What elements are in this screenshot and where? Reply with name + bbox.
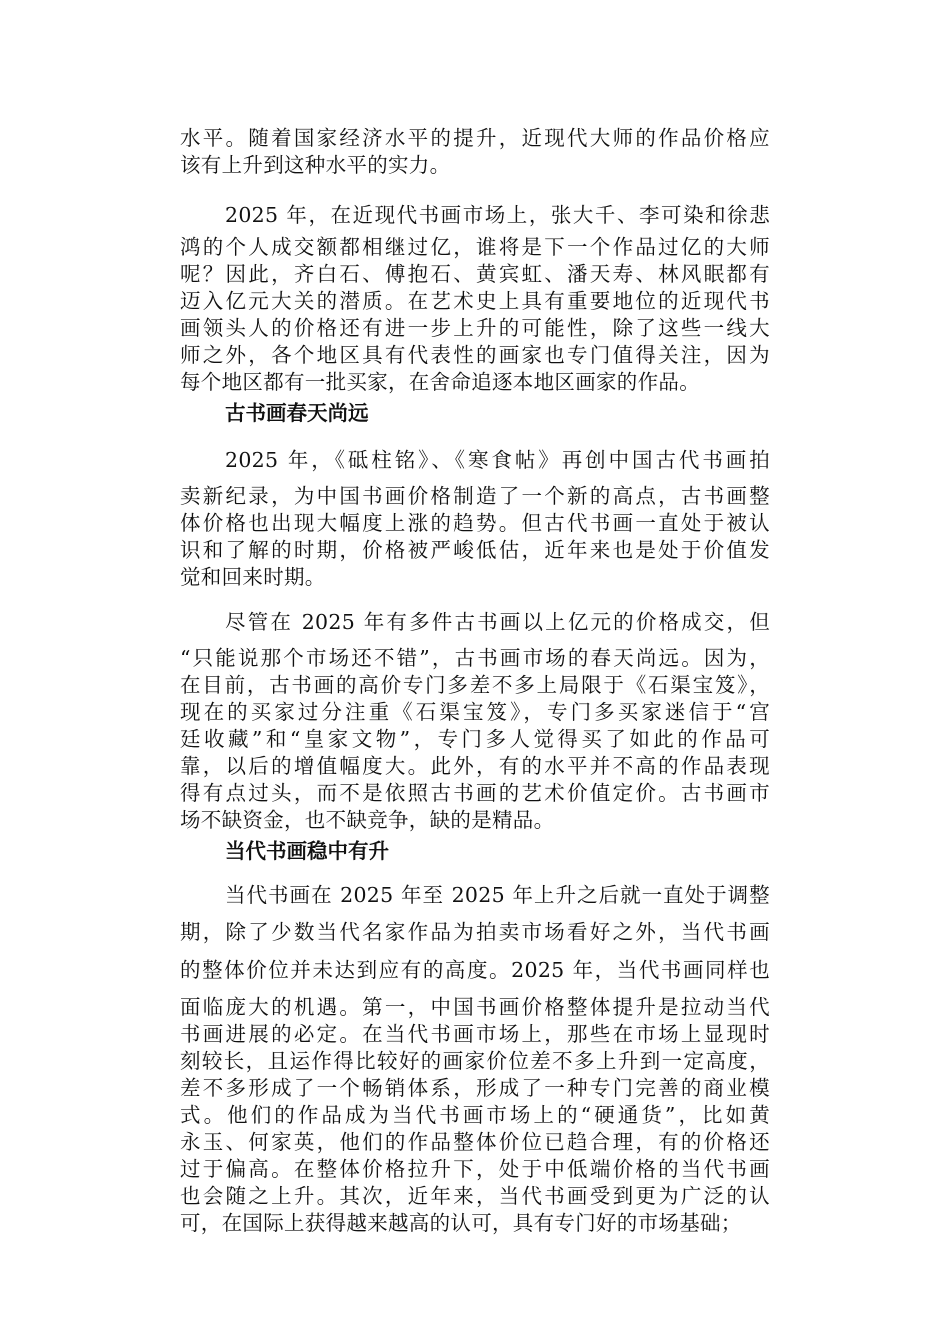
text-line: 过于偏高。在整体价格拉升下，处于中低端价格的当代书画 bbox=[180, 1157, 770, 1181]
text-line: 2025 年，《砥柱铭》、《寒食帖》再创中国古代书画拍 bbox=[225, 448, 770, 472]
text-line: 当代书画在 2025 年至 2025 年上升之后就一直处于调整 bbox=[225, 883, 770, 907]
text-line: 书画进展的必定。在当代书画市场上，那些在市场上显现时 bbox=[180, 1022, 770, 1046]
text-line: 靠，以后的增值幅度大。此外，有的水平并不高的作品表现 bbox=[180, 754, 770, 778]
section-heading: 古书画春天尚远 bbox=[225, 401, 369, 425]
text-line: 在目前，古书画的高价专门多差不多上局限于《石渠宝笈》， bbox=[180, 673, 770, 697]
text-line: 也会随之上升。其次，近年来，当代书画受到更为广泛的认 bbox=[180, 1184, 770, 1208]
text-line: “只能说那个市场还不错”，古书画市场的春天尚远。因为， bbox=[180, 646, 770, 670]
text-line: 的整体价位并未达到应有的高度。2025 年，当代书画同样也 bbox=[180, 958, 770, 982]
text-line: 鸿的个人成交额都相继过亿，谁将是下一个作品过亿的大师 bbox=[180, 235, 770, 259]
text-line: 面临庞大的机遇。第一，中国书画价格整体提升是拉动当代 bbox=[180, 995, 770, 1019]
text-line: 识和了解的时期，价格被严峻低估，近年来也是处于价值发 bbox=[180, 538, 770, 562]
text-line: 廷收藏”和“皇家文物”，专门多人觉得买了如此的作品可 bbox=[180, 727, 770, 751]
text-line: 2025 年，在近现代书画市场上，张大千、李可染和徐悲 bbox=[225, 203, 770, 227]
text-line: 师之外，各个地区具有代表性的画家也专门值得关注，因为 bbox=[180, 343, 770, 367]
text-line: 卖新纪录，为中国书画价格制造了一个新的高点，古书画整 bbox=[180, 484, 770, 508]
text-line: 得有点过头，而不是依照古书画的艺术价值定价。古书画市 bbox=[180, 781, 770, 805]
text-line: 呢？因此，齐白石、傅抱石、黄宾虹、潘天寿、林风眠都有 bbox=[180, 262, 770, 286]
text-line: 场不缺资金，也不缺竞争，缺的是精品。 bbox=[180, 808, 555, 832]
text-line: 可，在国际上获得越来越高的认可，具有专门好的市场基础； bbox=[180, 1211, 742, 1235]
text-line: 尽管在 2025 年有多件古书画以上亿元的价格成交，但 bbox=[225, 610, 770, 634]
text-line: 期，除了少数当代名家作品为拍卖市场看好之外，当代书画 bbox=[180, 920, 770, 944]
text-line: 式。他们的作品成为当代书画市场上的“硬通货”，比如黄 bbox=[180, 1103, 770, 1127]
text-line: 该有上升到这种水平的实力。 bbox=[180, 153, 451, 177]
text-line: 体价格也出现大幅度上涨的趋势。但古代书画一直处于被认 bbox=[180, 511, 770, 535]
text-line: 现在的买家过分注重《石渠宝笈》，专门多买家迷信于“宫 bbox=[180, 700, 770, 724]
text-line: 每个地区都有一批买家，在舍命追逐本地区画家的作品。 bbox=[180, 370, 700, 394]
text-line: 觉和回来时期。 bbox=[180, 565, 326, 589]
text-line: 画领头人的价格还有进一步上升的可能性，除了这些一线大 bbox=[180, 316, 770, 340]
text-line: 永玉、何家英，他们的作品整体价位已趋合理，有的价格还 bbox=[180, 1130, 770, 1154]
section-heading: 当代书画稳中有升 bbox=[225, 839, 389, 863]
text-line: 迈入亿元大关的潜质。在艺术史上具有重要地位的近现代书 bbox=[180, 289, 770, 313]
text-line: 水平。随着国家经济水平的提升，近现代大师的作品价格应 bbox=[180, 126, 770, 150]
text-line: 刻较长，且运作得比较好的画家价位差不多上升到一定高度， bbox=[180, 1049, 770, 1073]
text-line: 差不多形成了一个畅销体系，形成了一种专门完善的商业模 bbox=[180, 1076, 770, 1100]
